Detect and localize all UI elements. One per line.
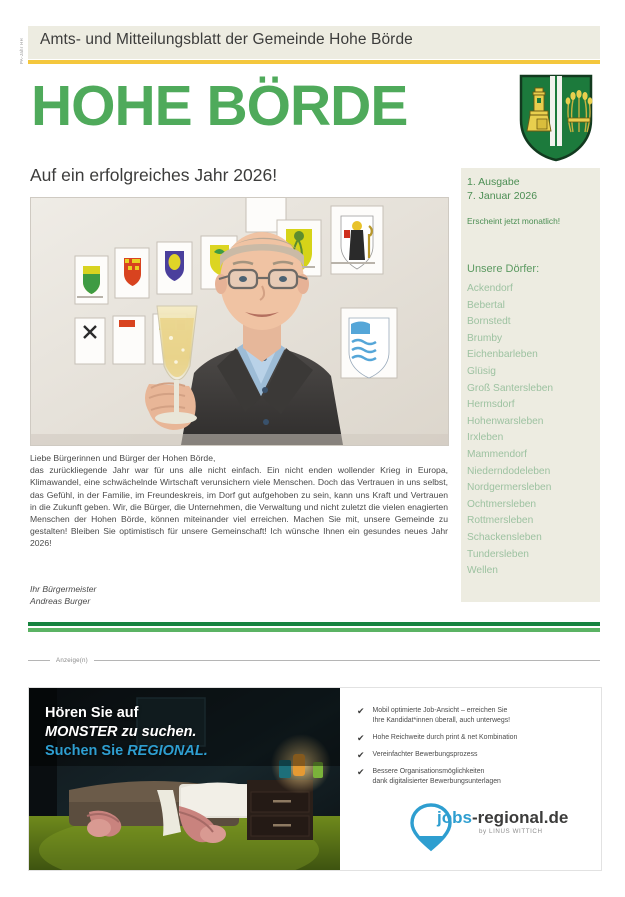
ads-separator — [28, 655, 600, 665]
list-item — [357, 750, 587, 760]
issue-info — [467, 175, 537, 203]
page-title: HOHE BÖRDE — [31, 74, 408, 138]
benefit-line2: Ihre Kandidat*innen überall, auch unterwegs! — [372, 717, 511, 724]
ad-logo-text — [437, 808, 568, 828]
masthead-band — [28, 26, 600, 59]
village-item: Bebertal — [467, 299, 505, 311]
spine-code-text: PA-Jahr HH — [19, 37, 24, 64]
article-salutation: Liebe Bürgerinnen und Bürger der Hohen Börde, — [30, 453, 216, 463]
separator-line-left — [28, 660, 50, 661]
villages-list — [467, 281, 599, 580]
list-item — [357, 767, 587, 787]
check-icon: ✔ — [357, 750, 365, 760]
benefit-text — [373, 706, 511, 726]
separator-line-right — [94, 660, 600, 661]
benefit-text — [373, 733, 518, 743]
ad-benefits-list — [357, 706, 587, 794]
village-item: Rottmersleben — [467, 515, 534, 527]
benefit-text — [373, 767, 501, 787]
benefit-line1: Bessere Organisationsmöglichkeiten — [372, 768, 485, 775]
ad-logo-subtitle: by LINUS WITTICH — [479, 828, 543, 835]
ad-headline-line3 — [45, 742, 208, 761]
green-divider-dark — [28, 622, 600, 626]
village-item: Ackendorf — [467, 283, 513, 294]
village-item: Bornstedt — [467, 316, 511, 328]
ad-logo[interactable] — [399, 800, 599, 852]
ad-headline-line2: MONSTER zu suchen. — [45, 724, 197, 740]
benefit-text — [373, 750, 478, 760]
signature-name: Andreas Burger — [30, 595, 91, 606]
village-item: Glüsig — [467, 365, 496, 377]
list-item — [357, 706, 587, 726]
village-item: Hermsdorf — [467, 399, 515, 411]
benefit-line1: Mobil optimierte Job-Ansicht – erreichen Sie — [372, 707, 508, 714]
village-item: Irxleben — [467, 432, 504, 444]
ad-headline — [45, 704, 208, 761]
village-item: Eichenbarleben — [467, 349, 538, 361]
ad-headline-line1: Hören Sie auf — [45, 705, 139, 721]
ad-logo-text-b: -regional.de — [471, 808, 569, 827]
benefit-line2: dank digitalisierter Bewerbungsunterlagen — [372, 778, 501, 785]
village-item: Nordgermersleben — [467, 482, 552, 494]
villages-heading: Unsere Dörfer: — [467, 263, 540, 275]
article-headline: Auf ein erfolgreiches Jahr 2026! — [30, 165, 278, 185]
article-signature — [30, 584, 96, 607]
benefit-line1: Vereinfachter Bewerbungsprozess — [372, 751, 478, 758]
check-icon: ✔ — [357, 733, 365, 743]
ad-headline-line3-b: REGIONAL. — [127, 743, 208, 759]
village-item: Hohenwarsleben — [467, 415, 544, 427]
benefit-line1: Hohe Reichweite durch print & net Kombination — [372, 734, 518, 741]
ad-image — [29, 688, 340, 870]
signature-role: Ihr Bürgermeister — [30, 584, 97, 594]
article-body — [30, 452, 448, 550]
article-photo — [30, 197, 449, 446]
village-item: Groß Santersleben — [467, 382, 554, 394]
village-item: Wellen — [467, 565, 498, 577]
village-item: Mammendorf — [467, 448, 528, 460]
advertisement[interactable] — [28, 687, 602, 871]
article-paragraph: das zurückliegende Jahr war für uns alle nicht einfach. Ein nicht enden wollender Krieg in Europa, Klimawandel, eine schwächelnde Wirtschaft verunsichern viele Menschen. Doch das Vertrauen in uns selbst, das Gefühl, in der Familie, im Freundeskreis, im Dorf gut aufgehoben zu sein, kann uns Kraft und Vertrauen in die Zukunft geben. Wir, die Bürger, die Unternehmen, die Verwaltung und nicht zuletzt die vielen enagierten Menschen der Hohen Börde, können miteinander viel erreichen. Machen Sie mit, unsere Gemeinde zu gestalten! Bleiben Sie optimistisch für unsere Gemeinschaft! Ich wünsche Ihnen ein gesundes neues Jahr 2026! — [30, 465, 448, 549]
ads-label: Anzeige(n) — [56, 656, 88, 664]
masthead-title: Amts- und Mitteilungsblatt der Gemeinde Hohe Börde — [40, 31, 413, 48]
village-item: Ochtmersleben — [467, 498, 537, 510]
ad-headline-line3-a: Suchen Sie — [45, 743, 128, 759]
village-item: Niederndodeleben — [467, 465, 551, 477]
village-item: Tundersleben — [467, 548, 529, 560]
issue-frequency: Erscheint jetzt monatlich! — [467, 216, 561, 226]
village-item: Schackensleben — [467, 531, 542, 543]
yellow-divider-rule — [28, 60, 600, 64]
green-divider-light — [28, 628, 600, 632]
issue-date: 7. Januar 2026 — [467, 190, 538, 202]
check-icon: ✔ — [357, 767, 365, 777]
check-icon: ✔ — [357, 706, 365, 716]
coat-of-arms-icon — [519, 74, 593, 162]
ad-logo-text-a: jobs — [437, 808, 472, 827]
ad-content — [340, 688, 601, 870]
village-item: Brumby — [467, 332, 503, 344]
issue-number: 1. Ausgabe — [467, 176, 520, 188]
list-item — [357, 733, 587, 743]
